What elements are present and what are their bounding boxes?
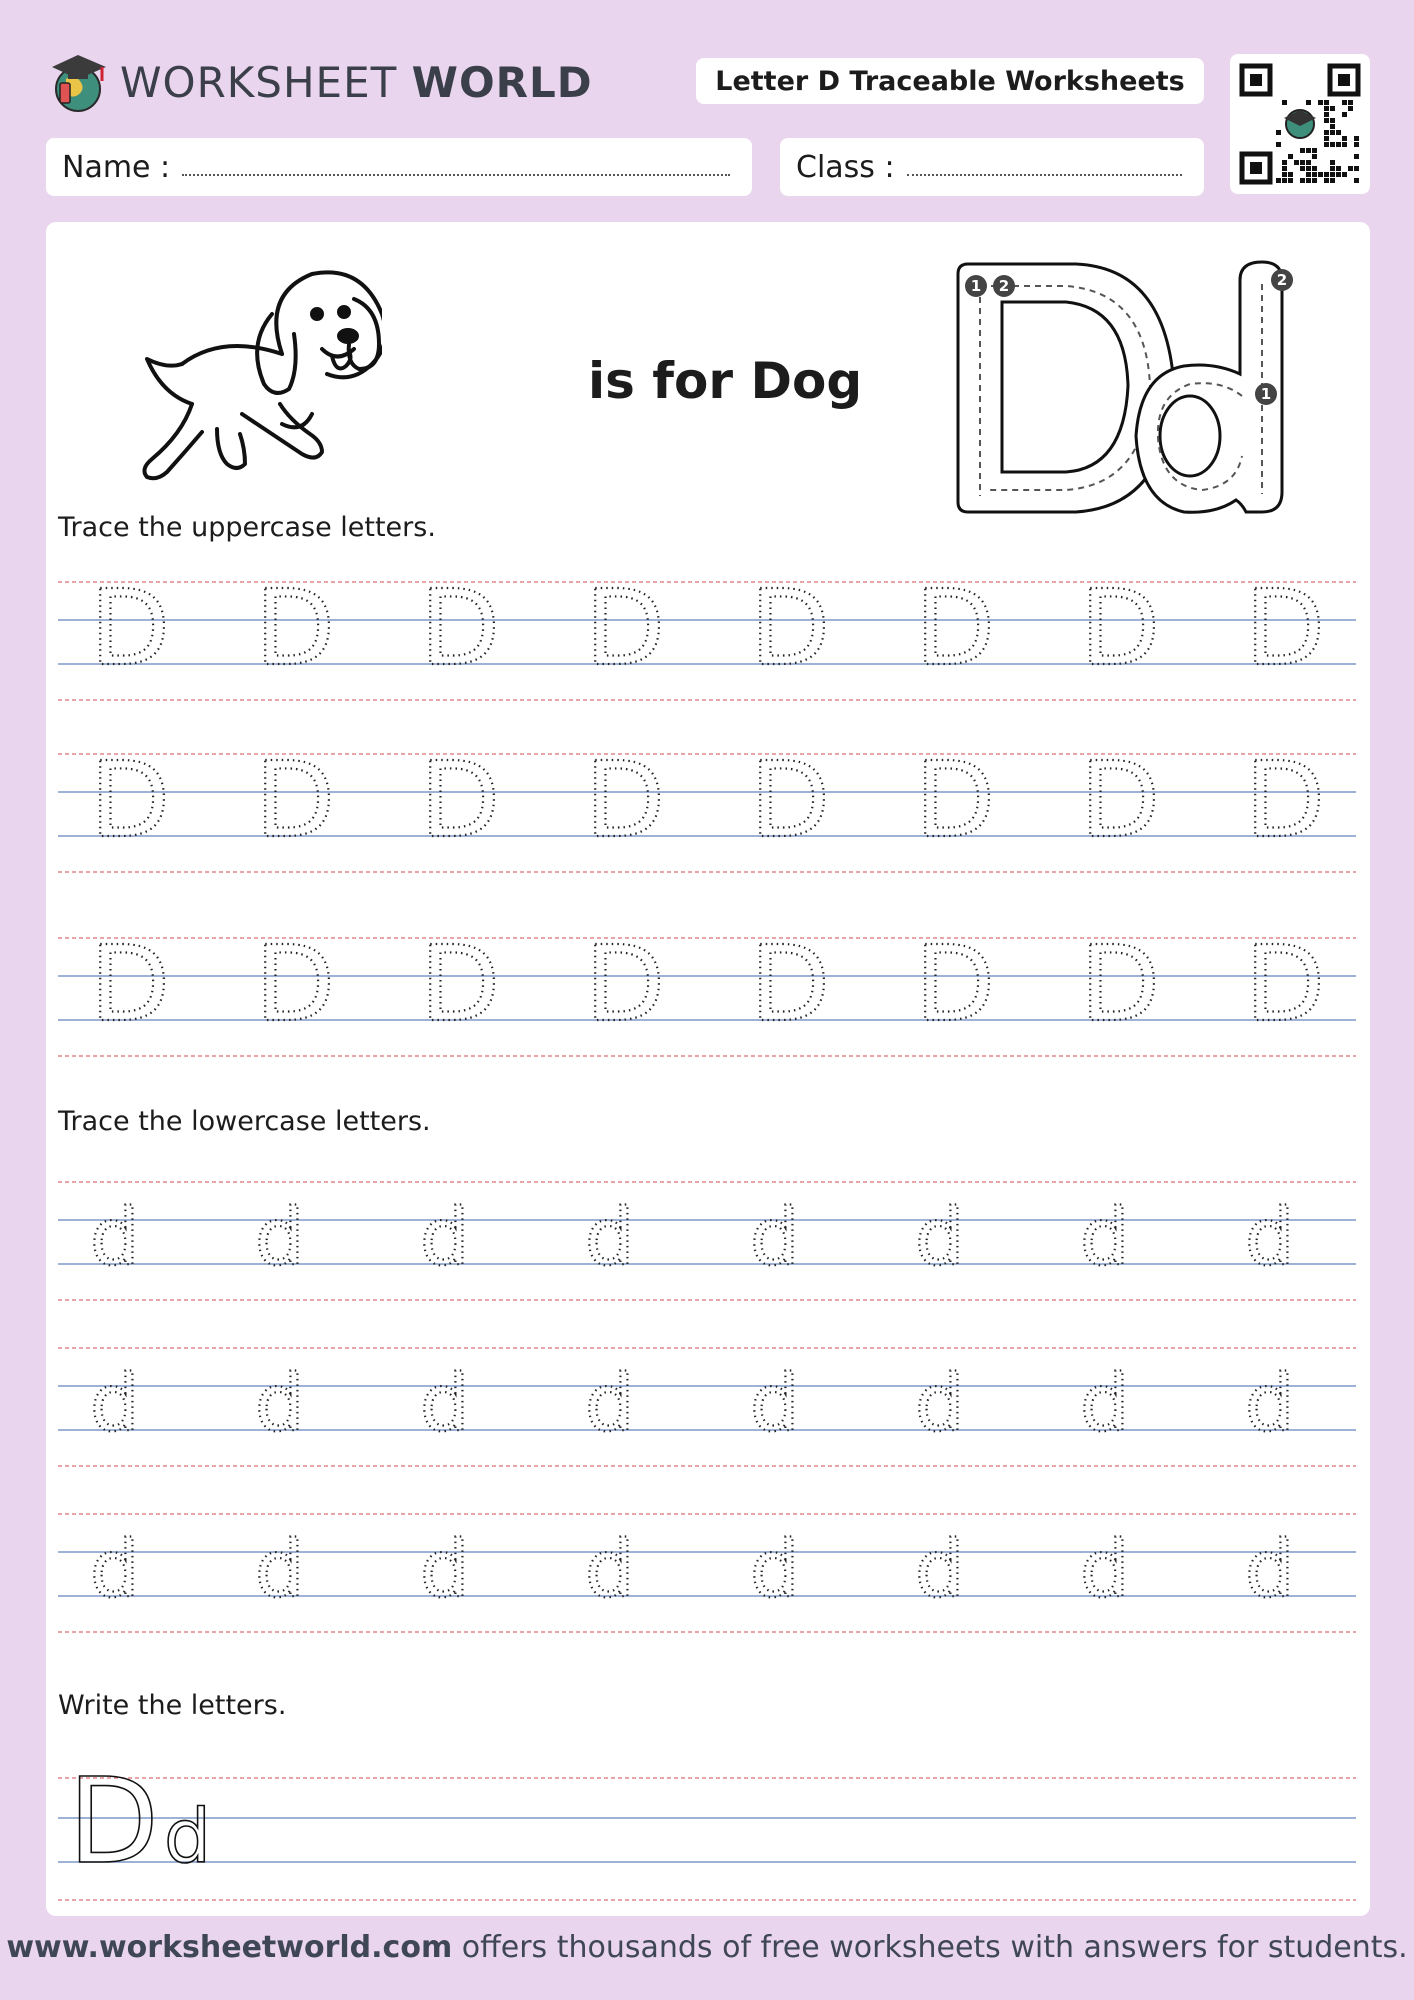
letter-stroke-guide bbox=[946, 256, 1308, 518]
brand-name: WORKSHEET WORLD bbox=[120, 57, 593, 107]
lowercase-trace-letter[interactable]: d bbox=[420, 1525, 470, 1615]
write-section-label: Write the letters. bbox=[58, 1690, 287, 1721]
lowercase-trace-letter[interactable]: d bbox=[420, 1193, 470, 1283]
lowercase-trace-letter[interactable]: d bbox=[1245, 1193, 1295, 1283]
uppercase-section-label: Trace the uppercase letters. bbox=[58, 512, 436, 543]
lowercase-trace-letter[interactable]: d bbox=[1245, 1359, 1295, 1449]
dog-illustration bbox=[122, 254, 382, 484]
lowercase-trace-letter[interactable]: d bbox=[90, 1525, 140, 1615]
uppercase-trace-letter[interactable]: D bbox=[585, 748, 666, 861]
worksheet-title: Letter D Traceable Worksheets bbox=[696, 58, 1204, 104]
lowercase-trace-letter[interactable]: d bbox=[255, 1193, 305, 1283]
lowercase-trace-letter[interactable]: d bbox=[1080, 1525, 1130, 1615]
uppercase-trace-letter[interactable]: D bbox=[1245, 748, 1326, 861]
uppercase-trace-letter[interactable]: D bbox=[915, 748, 996, 861]
class-write-line bbox=[907, 174, 1182, 176]
name-label: Name : bbox=[62, 149, 171, 185]
uppercase-trace-row-3 bbox=[58, 932, 1356, 1062]
uppercase-trace-letter[interactable]: D bbox=[1080, 576, 1161, 689]
class-label: Class : bbox=[796, 149, 895, 185]
uppercase-trace-letter[interactable]: D bbox=[585, 932, 666, 1045]
stroke-number-1: 1 bbox=[970, 277, 982, 295]
lowercase-trace-letter[interactable]: d bbox=[1080, 1359, 1130, 1449]
uppercase-trace-letter[interactable]: D bbox=[1245, 932, 1326, 1045]
example-uppercase-letter: D bbox=[68, 1770, 159, 1890]
uppercase-trace-letter[interactable]: D bbox=[915, 932, 996, 1045]
uppercase-trace-letter[interactable]: D bbox=[255, 932, 336, 1045]
lowercase-trace-row-1 bbox=[58, 1176, 1356, 1306]
uppercase-trace-letter[interactable]: D bbox=[1245, 576, 1326, 689]
lowercase-trace-letter[interactable]: d bbox=[750, 1359, 800, 1449]
class-field[interactable] bbox=[780, 138, 1204, 196]
uppercase-trace-letter[interactable]: D bbox=[750, 576, 831, 689]
lowercase-trace-letter[interactable]: d bbox=[255, 1359, 305, 1449]
uppercase-trace-letter[interactable]: D bbox=[915, 576, 996, 689]
stroke-number-1b: 1 bbox=[1260, 385, 1272, 403]
uppercase-trace-letter[interactable]: D bbox=[255, 576, 336, 689]
uppercase-trace-letter[interactable]: D bbox=[90, 576, 171, 689]
lowercase-trace-letter[interactable]: d bbox=[90, 1193, 140, 1283]
footer-promo bbox=[0, 1930, 1414, 1965]
write-row bbox=[58, 1770, 1356, 1910]
lowercase-trace-letter[interactable]: d bbox=[585, 1525, 635, 1615]
stroke-number-2b: 2 bbox=[1276, 271, 1288, 289]
lowercase-trace-letter[interactable]: d bbox=[585, 1359, 635, 1449]
uppercase-trace-letter[interactable]: D bbox=[255, 748, 336, 861]
letter-caption: is for Dog bbox=[588, 352, 863, 410]
uppercase-trace-letter[interactable]: D bbox=[750, 932, 831, 1045]
lowercase-trace-letter[interactable]: d bbox=[750, 1193, 800, 1283]
uppercase-trace-letter[interactable]: D bbox=[585, 576, 666, 689]
uppercase-trace-letter[interactable]: D bbox=[420, 576, 501, 689]
uppercase-trace-letter[interactable]: D bbox=[420, 932, 501, 1045]
graduation-globe-icon bbox=[48, 49, 110, 115]
uppercase-trace-letter[interactable]: D bbox=[1080, 932, 1161, 1045]
uppercase-trace-letter[interactable]: D bbox=[420, 748, 501, 861]
lowercase-trace-letter[interactable]: d bbox=[420, 1359, 470, 1449]
lowercase-trace-letter[interactable]: d bbox=[915, 1359, 965, 1449]
uppercase-trace-row-2 bbox=[58, 748, 1356, 878]
lowercase-section-label: Trace the lowercase letters. bbox=[58, 1106, 431, 1137]
example-lowercase-letter: d bbox=[164, 1794, 211, 1880]
uppercase-trace-letter[interactable]: D bbox=[750, 748, 831, 861]
name-field[interactable] bbox=[46, 138, 752, 196]
lowercase-trace-letter[interactable]: d bbox=[750, 1525, 800, 1615]
lowercase-trace-letter[interactable]: d bbox=[585, 1193, 635, 1283]
lowercase-trace-letter[interactable]: d bbox=[255, 1525, 305, 1615]
name-write-line bbox=[182, 174, 730, 176]
lowercase-trace-letter[interactable]: d bbox=[90, 1359, 140, 1449]
footer-text: offers thousands of free worksheets with answers for students. bbox=[452, 1930, 1408, 1965]
brand-logo bbox=[48, 46, 593, 118]
uppercase-trace-letter[interactable]: D bbox=[90, 932, 171, 1045]
lowercase-trace-letter[interactable]: d bbox=[915, 1525, 965, 1615]
lowercase-trace-letter[interactable]: d bbox=[1245, 1525, 1295, 1615]
lowercase-trace-letter[interactable]: d bbox=[915, 1193, 965, 1283]
footer-site-link[interactable]: www.worksheetworld.com bbox=[6, 1930, 453, 1965]
uppercase-trace-row-1 bbox=[58, 576, 1356, 706]
stroke-number-2: 2 bbox=[998, 277, 1010, 295]
qr-code bbox=[1230, 54, 1370, 194]
lowercase-trace-row-3 bbox=[58, 1508, 1356, 1638]
uppercase-trace-letter[interactable]: D bbox=[90, 748, 171, 861]
uppercase-trace-letter[interactable]: D bbox=[1080, 748, 1161, 861]
lowercase-trace-letter[interactable]: d bbox=[1080, 1193, 1130, 1283]
lowercase-trace-row-2 bbox=[58, 1342, 1356, 1472]
